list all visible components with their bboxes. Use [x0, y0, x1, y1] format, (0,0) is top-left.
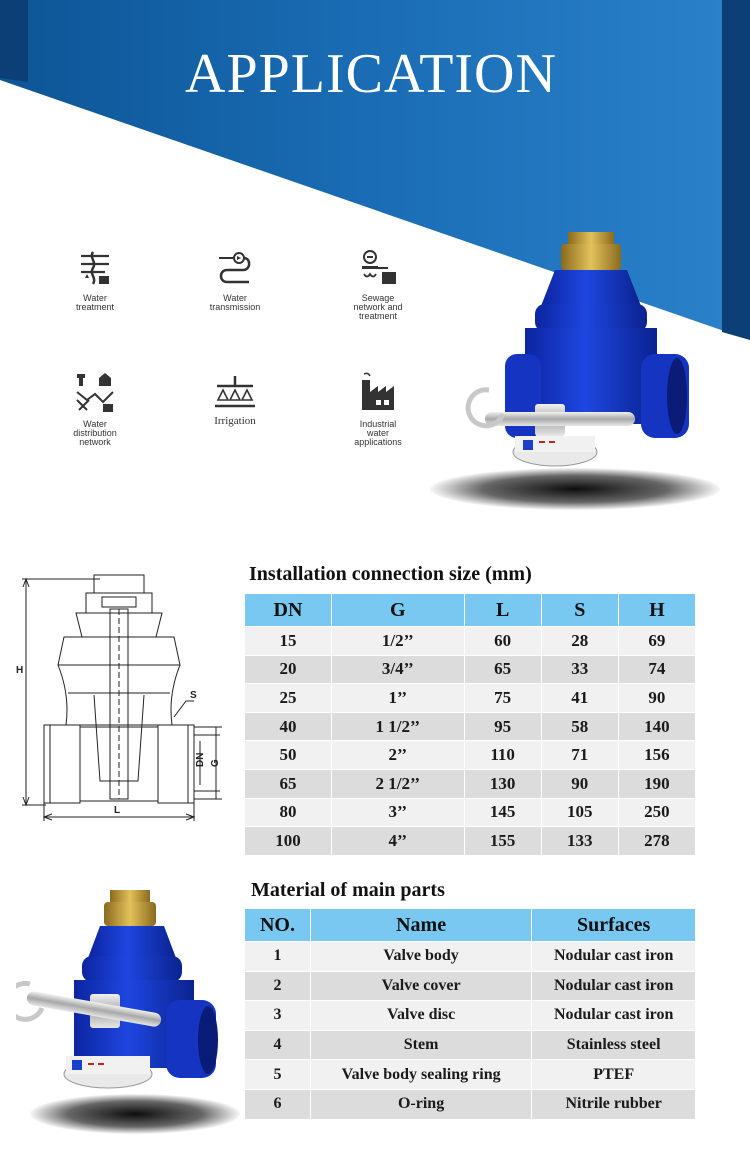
- table-cell: 1: [245, 942, 311, 972]
- table-cell: 69: [618, 627, 695, 656]
- industrial-water-icon: [356, 370, 400, 414]
- table-cell: 75: [464, 684, 541, 713]
- table-cell: 4’’: [332, 827, 465, 856]
- table-cell: 2: [245, 971, 311, 1001]
- drawing-label-g: G: [210, 759, 221, 767]
- table-header-row: [245, 909, 696, 942]
- size-table-row: [245, 627, 696, 656]
- table-cell: 33: [541, 655, 618, 684]
- application-label: Water treatment: [75, 293, 115, 312]
- size-table-header-0: DN: [245, 594, 332, 627]
- table-cell: 3/4’’: [332, 655, 465, 684]
- application-item-water-treatment: [40, 248, 150, 312]
- table-cell: Nodular cast iron: [532, 971, 696, 1001]
- table-cell: Nodular cast iron: [532, 942, 696, 972]
- size-table-row: [245, 712, 696, 741]
- table-cell: Nitrile rubber: [532, 1089, 696, 1119]
- table-cell: 74: [618, 655, 695, 684]
- table-cell: 1/2’’: [332, 627, 465, 656]
- application-grid: [40, 238, 440, 478]
- material-table-row: [245, 1030, 696, 1060]
- table-cell: 140: [618, 712, 695, 741]
- table-header-row: [245, 594, 696, 627]
- table-cell: 130: [464, 769, 541, 798]
- application-item-industrial-water: [323, 370, 433, 447]
- table-cell: 145: [464, 798, 541, 827]
- application-item-irrigation: [180, 374, 290, 427]
- water-transmission-icon: [215, 248, 255, 288]
- application-label: Industrial water applications: [354, 419, 402, 447]
- table-cell: 3’’: [332, 798, 465, 827]
- drawing-label-l: L: [114, 805, 121, 816]
- table-cell: 90: [541, 769, 618, 798]
- table-cell: 25: [245, 684, 332, 713]
- table-cell: 110: [464, 741, 541, 770]
- size-table-row: [245, 769, 696, 798]
- material-table-row: [245, 1089, 696, 1119]
- size-table-row: [245, 798, 696, 827]
- material-table-title: Material of main parts: [251, 879, 445, 901]
- application-label: Water distribution network: [73, 419, 117, 447]
- table-cell: 6: [245, 1089, 311, 1119]
- material-table: [244, 908, 696, 1120]
- table-cell: 100: [245, 827, 332, 856]
- material-table-row: [245, 942, 696, 972]
- table-cell: 50: [245, 741, 332, 770]
- table-cell: 156: [618, 741, 695, 770]
- water-distribution-icon: [73, 370, 117, 414]
- table-cell: 20: [245, 655, 332, 684]
- application-item-water-transmission: [180, 248, 290, 312]
- table-cell: 41: [541, 684, 618, 713]
- material-table-row: [245, 971, 696, 1001]
- material-table-row: [245, 1060, 696, 1090]
- size-table: [244, 593, 696, 856]
- size-table-header-2: L: [464, 594, 541, 627]
- application-item-water-distribution: [40, 370, 150, 447]
- material-table-header-1: Name: [310, 909, 531, 942]
- table-cell: 2 1/2’’: [332, 769, 465, 798]
- table-cell: Stem: [310, 1030, 531, 1060]
- table-cell: 65: [245, 769, 332, 798]
- size-table-row: [245, 655, 696, 684]
- dimension-drawing-svg: [10, 565, 242, 835]
- table-cell: Nodular cast iron: [532, 1001, 696, 1031]
- table-cell: 90: [618, 684, 695, 713]
- irrigation-icon: [213, 374, 257, 410]
- table-cell: 278: [618, 827, 695, 856]
- table-cell: 3: [245, 1001, 311, 1031]
- drawing-label-h: H: [16, 665, 24, 676]
- table-cell: 15: [245, 627, 332, 656]
- water-treatment-icon: [75, 248, 115, 288]
- table-cell: Valve disc: [310, 1001, 531, 1031]
- table-cell: 28: [541, 627, 618, 656]
- table-cell: Stainless steel: [532, 1030, 696, 1060]
- application-label: Water transmission: [209, 293, 261, 312]
- size-table-row: [245, 684, 696, 713]
- material-table-header-2: Surfaces: [532, 909, 696, 942]
- table-cell: 95: [464, 712, 541, 741]
- drawing-label-dn: DN: [195, 752, 206, 767]
- table-cell: 2’’: [332, 741, 465, 770]
- size-table-row: [245, 827, 696, 856]
- sewage-treatment-icon: [358, 248, 398, 288]
- drawing-label-s: S: [190, 690, 197, 701]
- table-cell: 1’’: [332, 684, 465, 713]
- table-cell: PTEF: [532, 1060, 696, 1090]
- table-cell: Valve body sealing ring: [310, 1060, 531, 1090]
- material-table-row: [245, 1001, 696, 1031]
- table-cell: 4: [245, 1030, 311, 1060]
- size-table-title: Installation connection size (mm): [249, 563, 532, 585]
- size-table-header-1: G: [332, 594, 465, 627]
- page-title: APPLICATION: [185, 43, 557, 105]
- table-cell: 155: [464, 827, 541, 856]
- table-cell: 250: [618, 798, 695, 827]
- gate-valve-product-image-2: [16, 884, 226, 1104]
- table-cell: 71: [541, 741, 618, 770]
- application-label: Irrigation: [214, 415, 256, 427]
- table-cell: 60: [464, 627, 541, 656]
- table-cell: Valve body: [310, 942, 531, 972]
- gate-valve-product-image: [465, 228, 725, 478]
- table-cell: 58: [541, 712, 618, 741]
- table-cell: 80: [245, 798, 332, 827]
- table-cell: 40: [245, 712, 332, 741]
- table-cell: 133: [541, 827, 618, 856]
- table-cell: 65: [464, 655, 541, 684]
- application-item-sewage-treatment: [323, 248, 433, 321]
- table-cell: 105: [541, 798, 618, 827]
- table-cell: 190: [618, 769, 695, 798]
- size-table-row: [245, 741, 696, 770]
- table-cell: 5: [245, 1060, 311, 1090]
- material-table-header-0: NO.: [245, 909, 311, 942]
- table-cell: Valve cover: [310, 971, 531, 1001]
- table-cell: O-ring: [310, 1089, 531, 1119]
- valve-dimension-drawing: [10, 565, 242, 835]
- table-cell: 1 1/2’’: [332, 712, 465, 741]
- application-label: Sewage network and treatment: [353, 293, 403, 321]
- size-table-header-3: S: [541, 594, 618, 627]
- size-table-header-4: H: [618, 594, 695, 627]
